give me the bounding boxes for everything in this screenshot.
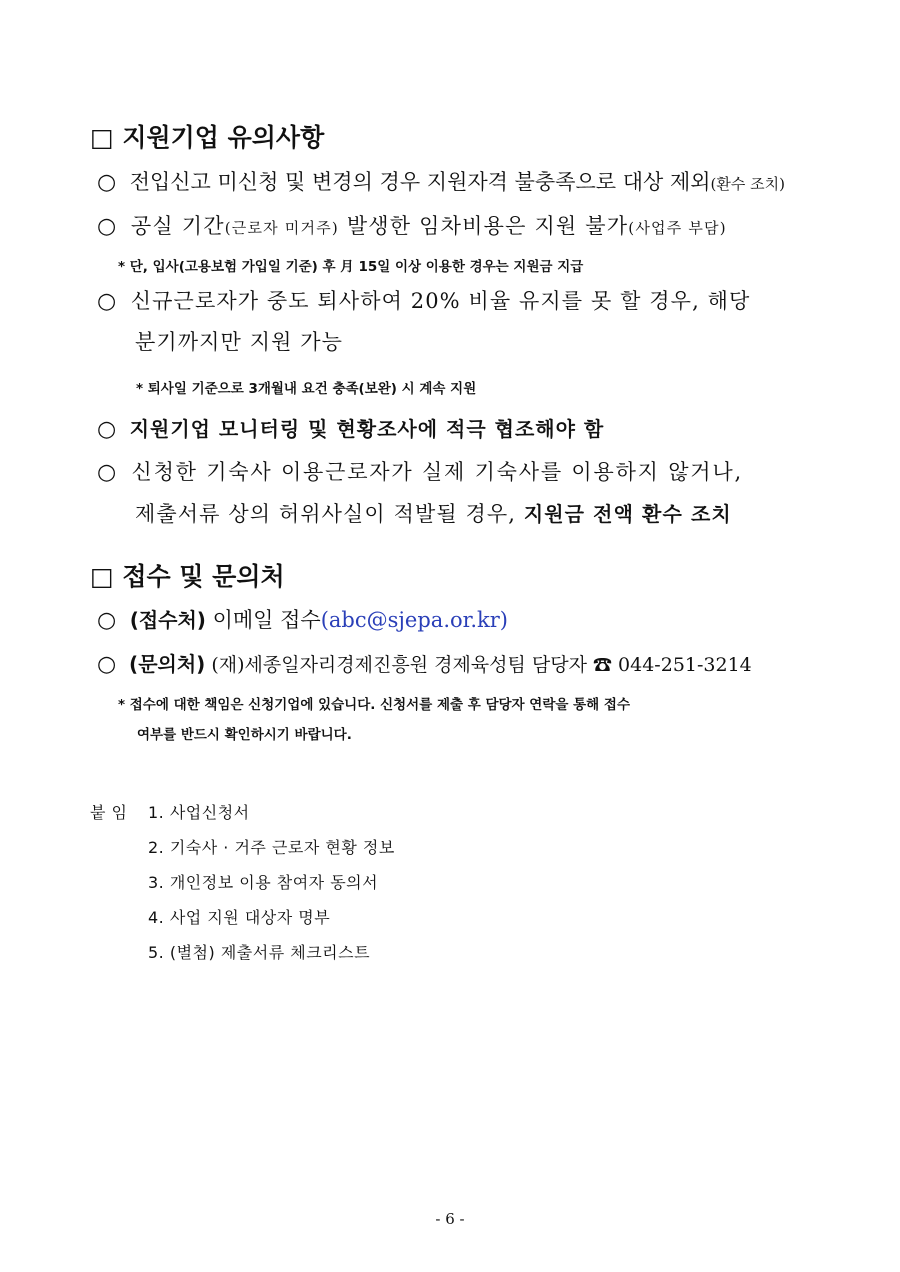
item-paren: (근로자 미거주) xyxy=(224,219,339,237)
item-text-bold: 지원기업 모니터링 및 현황조사에 적극 협조해야 함 xyxy=(129,417,605,441)
bullet-circle: ○ xyxy=(97,417,117,442)
attachment-item: 3. 개인정보 이용 참여자 동의서 xyxy=(148,873,379,892)
attachment-item: 4. 사업 지원 대상자 명부 xyxy=(148,908,331,927)
bullet-circle: ○ xyxy=(97,289,118,314)
section-title-precautions: □ 지원기업 유의사항 xyxy=(90,123,325,152)
bullet-circle: ○ xyxy=(97,460,118,485)
bullet-circle: ○ xyxy=(97,170,117,195)
item-continuation: 분기까지만 지원 가능 xyxy=(135,330,344,354)
item-text: 신청한 기숙사 이용근로자가 실제 기숙사를 이용하지 않거나, xyxy=(131,460,743,484)
item-continuation xyxy=(135,498,732,528)
item-text: 발생한 임차비용은 지원 불가 xyxy=(338,214,629,238)
attachment-item: 2. 기숙사 · 거주 근로자 현황 정보 xyxy=(148,838,395,857)
item-text: 공실 기간 xyxy=(130,214,225,238)
list-item xyxy=(97,413,604,442)
email-link[interactable]: (abc@sjepa.or.kr) xyxy=(320,608,508,632)
contact-label: (문의처) xyxy=(129,652,206,676)
item-text: 제출서류 상의 허위사실이 적발될 경우, xyxy=(135,502,524,526)
email-label: (접수처) xyxy=(129,608,206,632)
email-text: 이메일 접수 xyxy=(205,608,321,632)
note-text: * 퇴사일 기준으로 3개월내 요건 충족(보완) 시 계속 지원 xyxy=(136,381,477,397)
bullet-circle: ○ xyxy=(97,214,118,239)
page-number: - 6 - xyxy=(435,1210,465,1228)
attachment-item: 1. 사업신청서 xyxy=(148,803,250,822)
contact-text: (재)세종일자리경제진흥원 경제육성팀 담당자 ☎ 044-251-3214 xyxy=(205,654,752,676)
bullet-circle: ○ xyxy=(97,608,117,633)
note-text: * 접수에 대한 책임은 신청기업에 있습니다. 신청서를 제출 후 담당자 연락을 통해 접수 xyxy=(118,697,630,713)
list-item xyxy=(97,604,508,634)
note-text: 여부를 반드시 확인하시기 바랍니다. xyxy=(137,727,352,743)
attachment-label: 붙 임 xyxy=(90,803,128,822)
item-tail: (환수 조치) xyxy=(710,175,785,193)
attachment-item: 5. (별첨) 제출서류 체크리스트 xyxy=(148,943,371,962)
section-title-contact: □ 접수 및 문의처 xyxy=(90,562,285,591)
item-text-bold: 지원금 전액 환수 조치 xyxy=(523,502,732,526)
list-item xyxy=(97,166,785,196)
note-text: * 단, 입사(고용보험 가입일 기준) 후 月 15일 이상 이용한 경우는 지원금 지급 xyxy=(118,259,584,275)
list-item xyxy=(97,210,727,240)
item-text: 전입신고 미신청 및 변경의 경우 지원자격 불충족으로 대상 제외 xyxy=(129,170,711,194)
list-item xyxy=(97,648,752,677)
item-tail: (사업주 부담) xyxy=(628,219,727,237)
item-text: 신규근로자가 중도 퇴사하여 20% 비율 유지를 못 할 경우, 해당 xyxy=(130,289,751,313)
list-item xyxy=(97,456,743,486)
list-item xyxy=(97,285,750,315)
bullet-circle: ○ xyxy=(97,652,117,677)
